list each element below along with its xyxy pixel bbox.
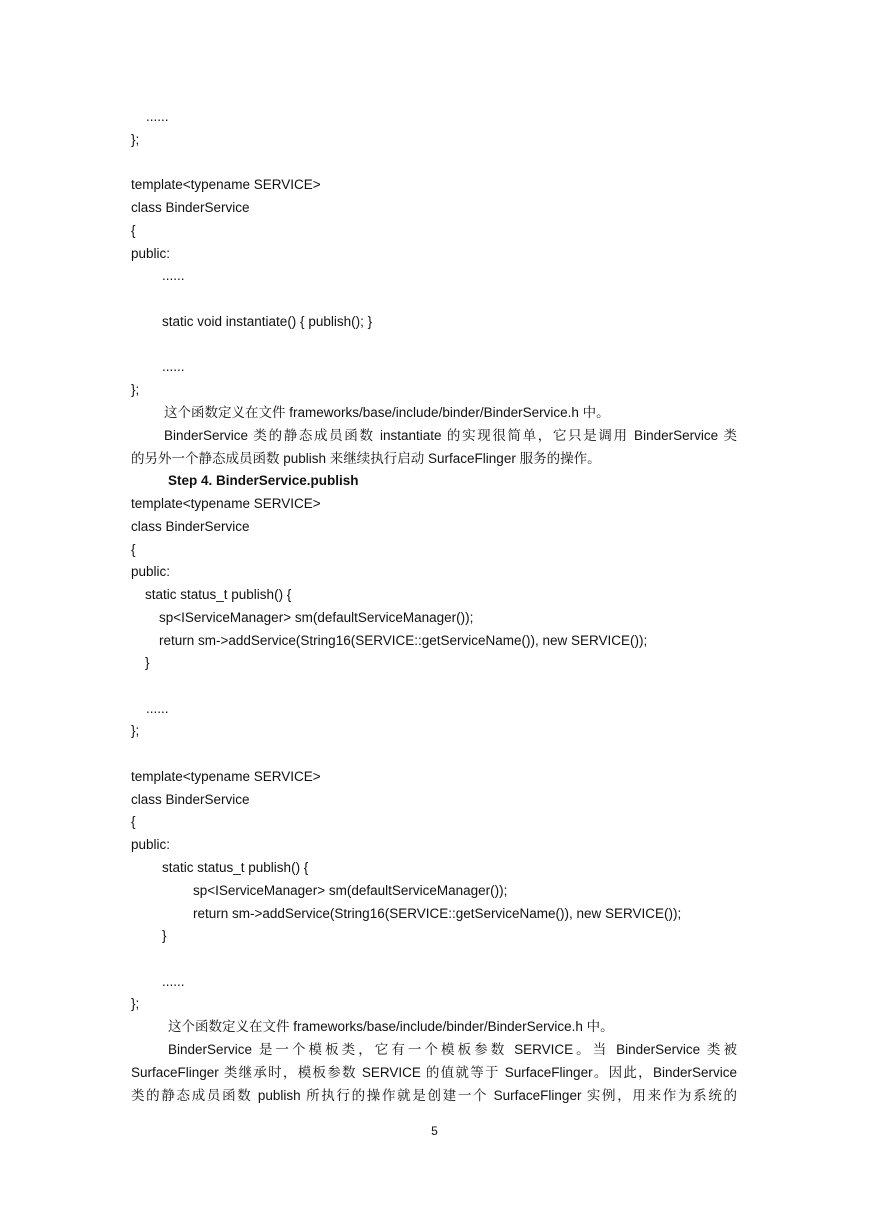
code-line: sp<IServiceManager> sm(defaultServiceManager());: [159, 610, 474, 625]
body-text: 的另外一个静态成员函数 publish 来继续执行启动 SurfaceFlinger 服务的操作。: [131, 451, 601, 466]
code-ellipsis: ......: [146, 701, 169, 716]
body-text: SurfaceFlinger 类继承时，模板参数 SERVICE 的值就等于 SurfaceFlinger。因此，BinderService: [131, 1065, 737, 1080]
code-line: {: [131, 814, 136, 829]
code-line: {: [131, 542, 136, 557]
code-line: };: [131, 132, 140, 147]
body-text: 这个函数定义在文件 frameworks/base/include/binder/BinderService.h 中。: [164, 405, 610, 420]
code-line: public:: [131, 837, 171, 852]
body-text: BinderService 类的静态成员函数 instantiate 的实现很简单，它只是调用 BinderService 类: [164, 428, 737, 443]
code-line: sp<IServiceManager> sm(defaultServiceManager());: [193, 883, 508, 898]
body-text: BinderService 是一个模板类，它有一个模板参数 SERVICE。当 BinderService 类被: [168, 1042, 737, 1057]
code-line: class BinderService: [131, 792, 250, 807]
code-line: };: [131, 382, 140, 397]
code-line: class BinderService: [131, 200, 250, 215]
body-text: 类的静态成员函数 publish 所执行的操作就是创建一个 SurfaceFlinger 实例，用来作为系统的: [131, 1088, 737, 1103]
code-line: };: [131, 723, 140, 738]
code-ellipsis: ......: [146, 109, 169, 124]
code-line: static status_t publish() {: [145, 587, 292, 602]
code-line: }: [145, 655, 150, 670]
code-line: };: [131, 996, 140, 1011]
code-line: template<typename SERVICE>: [131, 177, 321, 192]
code-line: public:: [131, 246, 171, 261]
code-line: return sm->addService(String16(SERVICE::getServiceName()), new SERVICE());: [159, 633, 648, 648]
code-line: template<typename SERVICE>: [131, 496, 321, 511]
code-line: }: [162, 928, 167, 943]
code-line: return sm->addService(String16(SERVICE::getServiceName()), new SERVICE());: [193, 906, 682, 921]
code-line: static status_t publish() {: [162, 860, 309, 875]
code-ellipsis: ......: [162, 974, 185, 989]
code-ellipsis: ......: [162, 268, 185, 283]
step-heading: Step 4. BinderService.publish: [168, 473, 359, 488]
code-line: public:: [131, 564, 171, 579]
code-ellipsis: ......: [162, 359, 185, 374]
code-line: class BinderService: [131, 519, 250, 534]
code-line: static void instantiate() { publish(); }: [162, 314, 373, 329]
code-line: template<typename SERVICE>: [131, 769, 321, 784]
body-text: 这个函数定义在文件 frameworks/base/include/binder/BinderService.h 中。: [168, 1019, 614, 1034]
page-number: 5: [431, 1124, 438, 1138]
code-line: {: [131, 223, 136, 238]
